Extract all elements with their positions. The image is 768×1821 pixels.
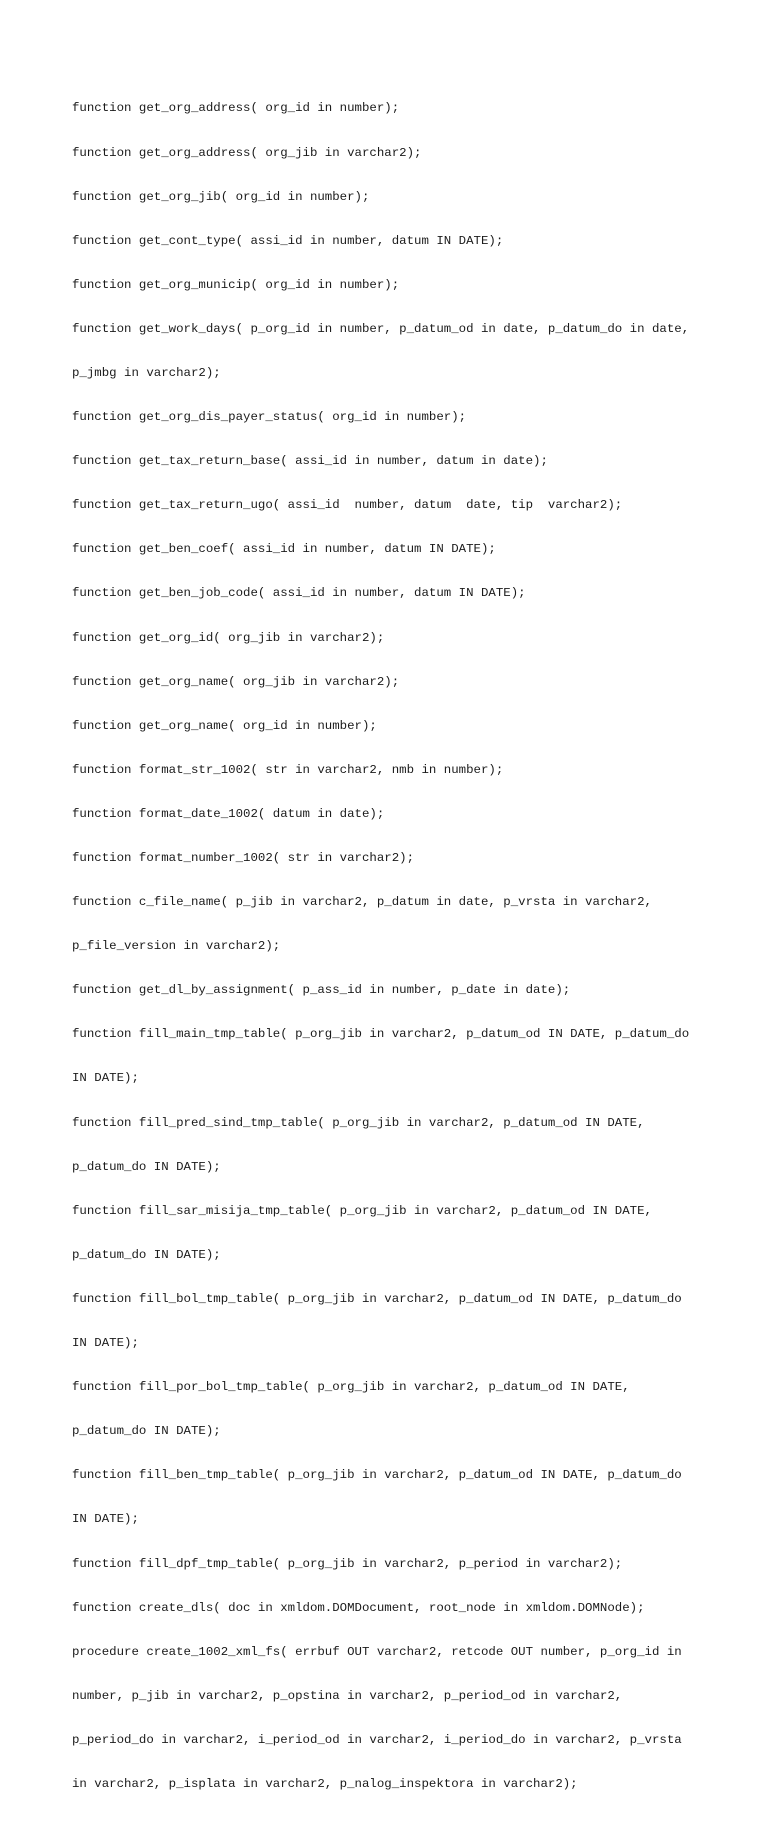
code-line: function format_str_1002( str in varchar2, nmb in number); xyxy=(72,762,504,777)
code-line: function get_tax_return_base( assi_id in number, datum in date); xyxy=(72,454,548,469)
code-line: function c_file_name( p_jib in varchar2, p_datum in date, p_vrsta in varchar2, xyxy=(72,895,652,910)
code-line: number, p_jib in varchar2, p_opstina in varchar2, p_period_od in varchar2, xyxy=(72,1688,623,1703)
code-line: p_datum_do IN DATE); xyxy=(72,1247,221,1262)
code-line: function get_org_dis_payer_status( org_id in number); xyxy=(72,410,467,425)
code-line: function format_date_1002( datum in date); xyxy=(72,806,385,821)
code-line: function get_tax_return_ugo( assi_id number, datum date, tip varchar2); xyxy=(72,498,623,513)
code-listing xyxy=(72,72,712,1821)
code-line: p_period_do in varchar2, i_period_od in varchar2, i_period_do in varchar2, p_vrsta xyxy=(72,1732,682,1747)
code-line: in varchar2, p_isplata in varchar2, p_nalog_inspektora in varchar2); xyxy=(72,1776,578,1791)
code-line: function get_cont_type( assi_id in number, datum IN DATE); xyxy=(72,233,504,248)
code-line: function get_ben_coef( assi_id in number, datum IN DATE); xyxy=(72,542,496,557)
code-line: function get_org_id( org_jib in varchar2); xyxy=(72,630,385,645)
code-line: function get_org_address( org_id in number); xyxy=(72,101,400,116)
code-line: function get_org_name( org_jib in varchar2); xyxy=(72,674,400,689)
code-line: p_datum_do IN DATE); xyxy=(72,1159,221,1174)
code-line: IN DATE); xyxy=(72,1071,139,1086)
code-line: function get_org_jib( org_id in number); xyxy=(72,189,370,204)
code-line: function get_work_days( p_org_id in number, p_datum_od in date, p_datum_do in date, xyxy=(72,321,690,336)
code-line: function get_org_address( org_jib in varchar2); xyxy=(72,145,422,160)
code-line: function fill_pred_sind_tmp_table( p_org_jib in varchar2, p_datum_od IN DATE, xyxy=(72,1115,645,1130)
code-line: function fill_sar_misija_tmp_table( p_org_jib in varchar2, p_datum_od IN DATE, xyxy=(72,1203,652,1218)
code-line: function format_number_1002( str in varchar2); xyxy=(72,851,415,865)
code-line: function get_org_municip( org_id in number); xyxy=(72,277,400,292)
code-line: function get_org_name( org_id in number); xyxy=(72,718,377,733)
code-line: p_jmbg in varchar2); xyxy=(72,365,221,380)
code-line: function get_ben_job_code( assi_id in number, datum IN DATE); xyxy=(72,586,526,601)
code-line: procedure create_1002_xml_fs( errbuf OUT varchar2, retcode OUT number, p_org_id in xyxy=(72,1644,682,1659)
code-line: function get_dl_by_assignment( p_ass_id in number, p_date in date); xyxy=(72,983,571,998)
code-line: function fill_dpf_tmp_table( p_org_jib in varchar2, p_period in varchar2); xyxy=(72,1556,623,1571)
code-line: function create_dls( doc in xmldom.DOMDocument, root_node in xmldom.DOMNode); xyxy=(72,1600,645,1615)
code-line: p_datum_do IN DATE); xyxy=(72,1424,221,1439)
code-line: IN DATE); xyxy=(72,1336,139,1351)
code-line: IN DATE); xyxy=(72,1512,139,1527)
code-line: p_file_version in varchar2); xyxy=(72,939,281,954)
code-line: function fill_main_tmp_table( p_org_jib in varchar2, p_datum_od IN DATE, p_datum_do xyxy=(72,1027,690,1042)
code-line: function fill_ben_tmp_table( p_org_jib in varchar2, p_datum_od IN DATE, p_datum_do xyxy=(72,1468,682,1483)
code-line: function fill_por_bol_tmp_table( p_org_jib in varchar2, p_datum_od IN DATE, xyxy=(72,1380,630,1395)
code-line: function fill_bol_tmp_table( p_org_jib in varchar2, p_datum_od IN DATE, p_datum_do xyxy=(72,1291,682,1306)
